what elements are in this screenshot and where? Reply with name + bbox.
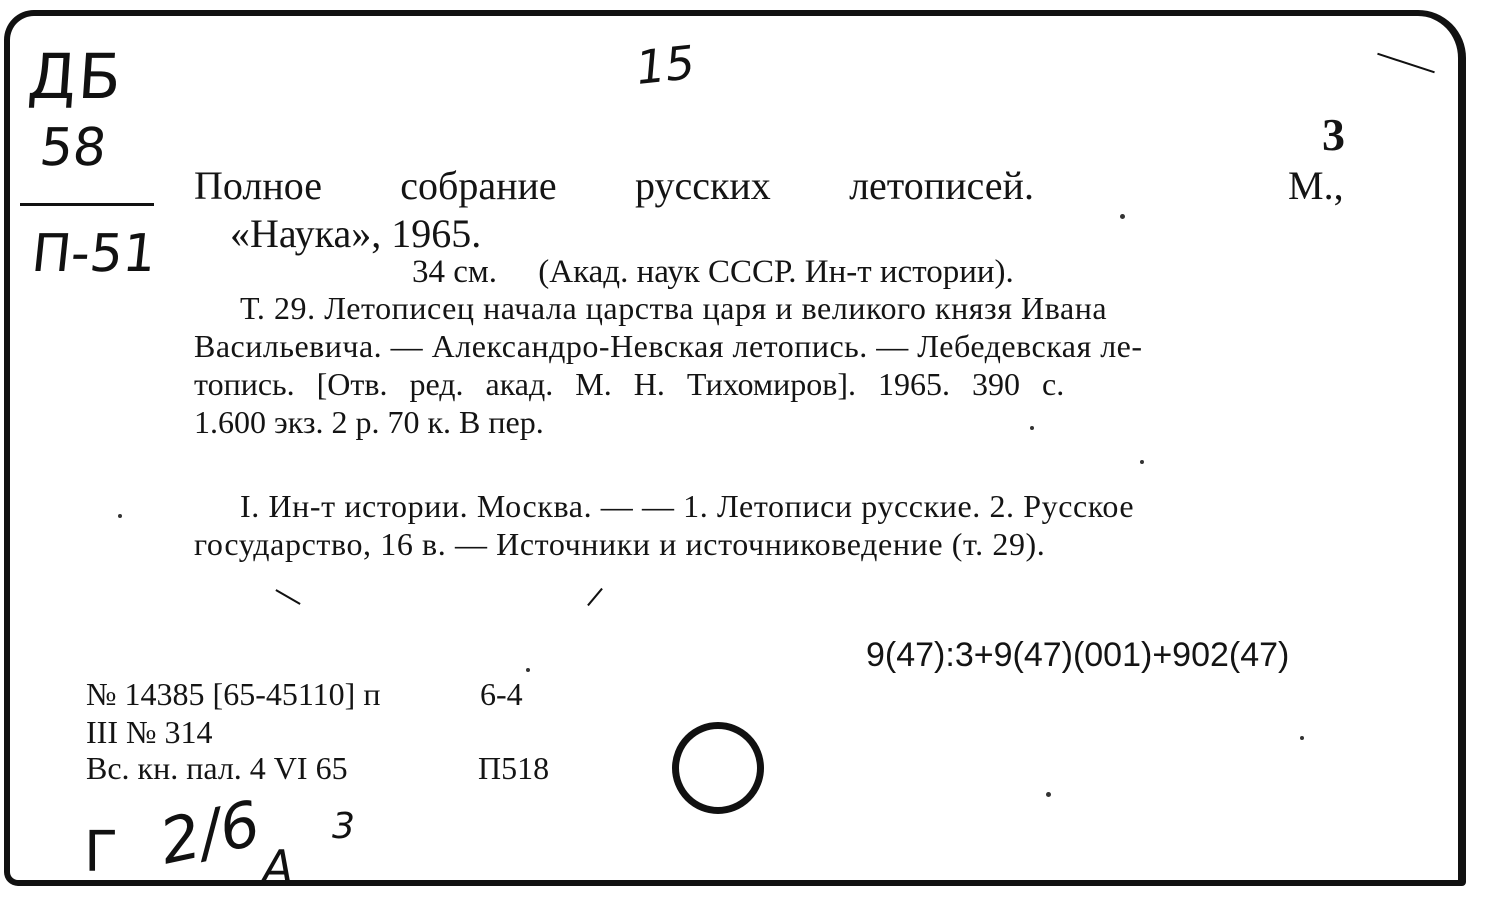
card-punch-hole [672,722,764,814]
order-number: № 14385 [65-45110] п [86,676,381,712]
handwritten-fraction: 2/6 [153,786,267,879]
title-word-3: русских [634,163,771,208]
body-line-4: 1.600 экз. 2 р. 70 к. В пер. [194,404,544,440]
shelf-divider-line [20,203,154,206]
title-word-4: летописей. [849,163,1034,208]
title-word-2: собрание [400,163,557,208]
scan-speck [526,668,530,672]
handwritten-superscript: 3 [332,806,355,847]
handwritten-shelf-top: ДБ [25,40,126,113]
title-line-2: «Наука», 1965. [230,211,482,256]
scan-speck [118,514,122,518]
handwritten-bottom-letter: Г [84,820,119,885]
title-place: М., [1288,163,1344,208]
subject-line-1: I. Ин-т истории. Москва. — — 1. Летописи русские. 2. Русское [240,488,1135,524]
body-line-2: Васильевича. — Александро-Невская летопись. — Лебедевская ле- [194,328,1143,364]
order-number-suffix: 6-4 [480,676,523,712]
handwritten-shelf-code: П-51 [28,224,160,284]
body-line-1: Т. 29. Летописец начала царства царя и великого князя Ивана [240,290,1108,326]
scan-speck [1030,426,1034,430]
scan-speck [1046,792,1051,797]
card-corner-number: 3 [1322,109,1345,160]
date-line: Вс. кн. пал. 4 VI 65 [86,750,348,786]
scan-speck [1140,460,1144,464]
subject-line-2: государство, 16 в. — Источники и источниковедение (т. 29). [194,526,1046,562]
title-line-1 [194,162,1034,209]
classification-index: 9(47):3+9(47)(001)+902(47) [866,636,1290,674]
handwritten-page-number: 15 [633,35,698,95]
scan-speck [1300,736,1304,740]
title-word-1: Полное [194,163,322,208]
handwritten-shelf-number: 58 [36,118,110,178]
series-number: III № 314 [86,714,213,750]
press-code: П518 [478,750,550,786]
handwritten-letter-a: А [262,840,294,894]
body-line-3: топись. [Отв. ред. акад. М. Н. Тихомиров]. 1965. 390 с. [194,366,1065,402]
dimensions-series-line: 34 см. (Акад. наук СССР. Ин-т истории). [412,254,1014,290]
scan-speck [1120,214,1125,219]
